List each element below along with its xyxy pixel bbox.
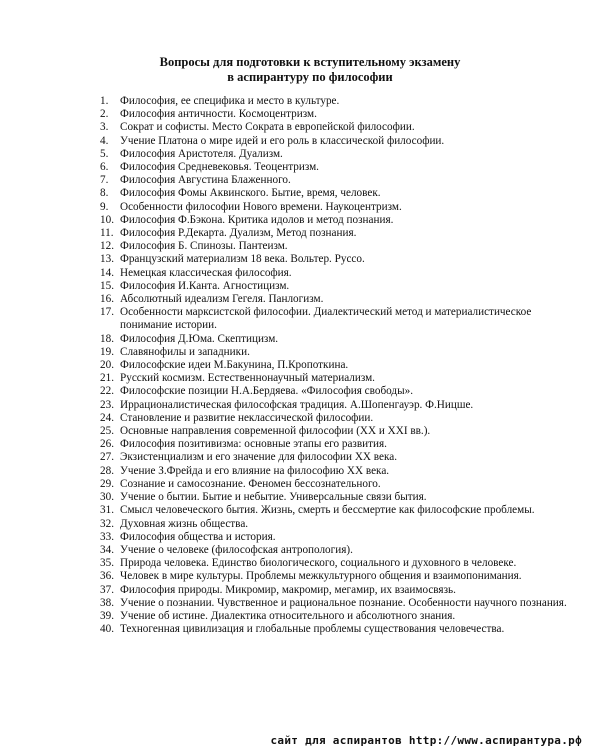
question-number: 7. <box>100 174 109 187</box>
question-text: Учение З.Фрейда и его влияние на философию XX века. <box>120 464 390 477</box>
question-text: Философия И.Канта. Агностицизм. <box>120 279 290 292</box>
question-text: Философские позиции Н.А.Бердяева. «Философия свободы». <box>120 385 414 398</box>
list-item <box>100 121 570 134</box>
question-number: 36. <box>100 570 114 583</box>
question-number: 25. <box>100 425 114 438</box>
question-text: Иррационалистическая философская традиция. А.Шопенгауэр. Ф.Ницше. <box>120 398 474 411</box>
question-text: Смысл человеческого бытия. Жизнь, смерть и бессмертие как философские проблемы. <box>120 504 535 517</box>
question-number: 27. <box>100 451 114 464</box>
question-text: Философия Д.Юма. Скептицизм. <box>120 332 279 345</box>
list-item <box>100 148 570 161</box>
question-number: 12. <box>100 240 114 253</box>
question-number: 31. <box>100 504 114 517</box>
list-item <box>100 570 570 583</box>
question-text: Экзистенциализм и его значение для философии XX века. <box>120 451 397 464</box>
question-text: Философия Б. Спинозы. Пантеизм. <box>120 240 288 253</box>
question-number: 6. <box>100 161 109 174</box>
question-text: Человек в мире культуры. Проблемы межкультурного общения и взаимопонимания. <box>120 570 522 583</box>
question-number: 10. <box>100 213 114 226</box>
question-number: 15. <box>100 279 114 292</box>
list-item <box>100 372 570 385</box>
list-item <box>100 280 570 293</box>
list-item <box>100 333 570 346</box>
question-number: 29. <box>100 477 114 490</box>
list-item <box>100 95 570 108</box>
question-text: Философия античности. Космоцентризм. <box>120 108 317 121</box>
list-item <box>100 108 570 121</box>
question-number: 11. <box>100 227 114 240</box>
question-number: 20. <box>100 359 114 372</box>
question-number: 35. <box>100 557 114 570</box>
question-number: 2. <box>100 108 109 121</box>
question-text: Русский космизм. Естественнонаучный материализм. <box>120 372 375 385</box>
list-item <box>100 293 570 306</box>
question-number: 26. <box>100 438 114 451</box>
list-item <box>100 478 570 491</box>
question-number: 9. <box>100 200 109 213</box>
question-number: 38. <box>100 596 114 609</box>
question-text: Учение о человеке (философская антропология). <box>120 543 353 556</box>
question-number: 3. <box>100 121 109 134</box>
question-text: Философия Августина Блаженного. <box>120 174 291 187</box>
question-number: 39. <box>100 609 114 622</box>
list-item <box>100 412 570 425</box>
question-number: 16. <box>100 293 114 306</box>
list-item <box>100 451 570 464</box>
question-text: Философия Аристотеля. Дуализм. <box>120 147 283 160</box>
question-number: 28. <box>100 464 114 477</box>
list-item <box>100 531 570 544</box>
question-text: Сознание и самосознание. Феномен бессознательного. <box>120 477 381 490</box>
question-number: 40. <box>100 623 114 636</box>
list-item <box>100 240 570 253</box>
question-number: 8. <box>100 187 109 200</box>
list-item <box>100 557 570 570</box>
question-text: Философия, ее специфика и место в культуре. <box>120 95 340 107</box>
question-text: Сократ и софисты. Место Сократа в европейской философии. <box>120 121 415 134</box>
list-item <box>100 253 570 266</box>
list-item <box>100 267 570 280</box>
list-item <box>100 201 570 214</box>
question-text: Духовная жизнь общества. <box>120 517 249 530</box>
question-text: Философские идеи М.Бакунина, П.Кропоткина. <box>120 359 349 372</box>
list-item <box>100 174 570 187</box>
question-number: 17. <box>100 306 114 319</box>
question-number: 30. <box>100 491 114 504</box>
question-text: Философия Ф.Бэкона. Критика идолов и метод познания. <box>120 213 394 226</box>
question-text: Техногенная цивилизация и глобальные проблемы существования человечества. <box>120 623 505 636</box>
list-item <box>100 465 570 478</box>
question-number: 21. <box>100 372 114 385</box>
question-text: Философия Средневековья. Теоцентризм. <box>120 161 319 174</box>
list-item <box>100 135 570 148</box>
question-number: 5. <box>100 147 109 160</box>
list-item <box>100 399 570 412</box>
question-text: Философия Фомы Аквинского. Бытие, время, человек. <box>120 187 381 200</box>
list-item <box>100 597 570 610</box>
list-item <box>100 214 570 227</box>
list-item <box>100 227 570 240</box>
list-item <box>100 491 570 504</box>
list-item <box>100 385 570 398</box>
question-number: 24. <box>100 411 114 424</box>
list-item <box>100 161 570 174</box>
list-item <box>100 187 570 200</box>
question-text: Учение об истине. Диалектика относительного и абсолютного знания. <box>120 609 456 622</box>
question-text: Особенности философии Нового времени. Наукоцентризм. <box>120 200 402 213</box>
title-line-1: Вопросы для подготовки к вступительному экзамену <box>159 55 461 69</box>
list-item <box>100 623 570 636</box>
question-text: Французский материализм 18 века. Вольтер. Руссо. <box>120 253 365 266</box>
question-text: Учение о познании. Чувственное и рациональное познание. Особенности научного познания. <box>120 596 567 609</box>
question-text: Природа человека. Единство биологического, социального и духовного в человеке. <box>120 557 517 570</box>
question-number: 19. <box>100 345 114 358</box>
question-number: 13. <box>100 253 114 266</box>
question-text: Философия Р.Декарта. Дуализм, Метод познания. <box>120 227 357 240</box>
list-item <box>100 438 570 451</box>
list-item <box>100 346 570 359</box>
question-text: Философия природы. Микромир, макромир, мегамир, их взаимосвязь. <box>120 583 456 596</box>
question-number: 33. <box>100 530 114 543</box>
list-item <box>100 306 570 332</box>
list-item <box>100 544 570 557</box>
question-text: Философия общества и история. <box>120 530 276 543</box>
list-item <box>100 518 570 531</box>
document-title <box>0 55 600 85</box>
question-number: 22. <box>100 385 114 398</box>
question-number: 4. <box>100 134 109 147</box>
question-text: Славянофилы и западники. <box>120 345 250 358</box>
question-text: Немецкая классическая философия. <box>120 266 292 279</box>
question-number: 18. <box>100 332 114 345</box>
question-number: 32. <box>100 517 114 530</box>
question-number: 14. <box>100 266 114 279</box>
question-text: Особенности марксистской философии. Диалектический метод и материалистическое понимание истории. <box>120 306 532 332</box>
question-number: 34. <box>100 543 114 556</box>
question-text: Учение о бытии. Бытие и небытие. Универсальные связи бытия. <box>120 491 427 504</box>
question-text: Философия позитивизма: основные этапы его развития. <box>120 438 387 451</box>
question-text: Основные направления современной философии (XX и XXI вв.). <box>120 425 431 438</box>
question-text: Становление и развитие неклассической философии. <box>120 411 374 424</box>
question-number: 23. <box>100 398 114 411</box>
list-item <box>100 359 570 372</box>
question-number: 37. <box>100 583 114 596</box>
list-item <box>100 425 570 438</box>
question-text: Абсолютный идеализм Гегеля. Панлогизм. <box>120 293 324 306</box>
question-text: Учение Платона о мире идей и его роль в классической философии. <box>120 134 445 147</box>
list-item <box>100 504 570 517</box>
question-number: 1. <box>100 95 109 107</box>
title-line-2: в аспирантуру по философии <box>227 70 393 84</box>
list-item <box>100 584 570 597</box>
list-item <box>100 610 570 623</box>
questions-list <box>100 95 570 636</box>
site-footer: сайт для аспирантов http://www.аспирантура.рф <box>270 734 582 747</box>
